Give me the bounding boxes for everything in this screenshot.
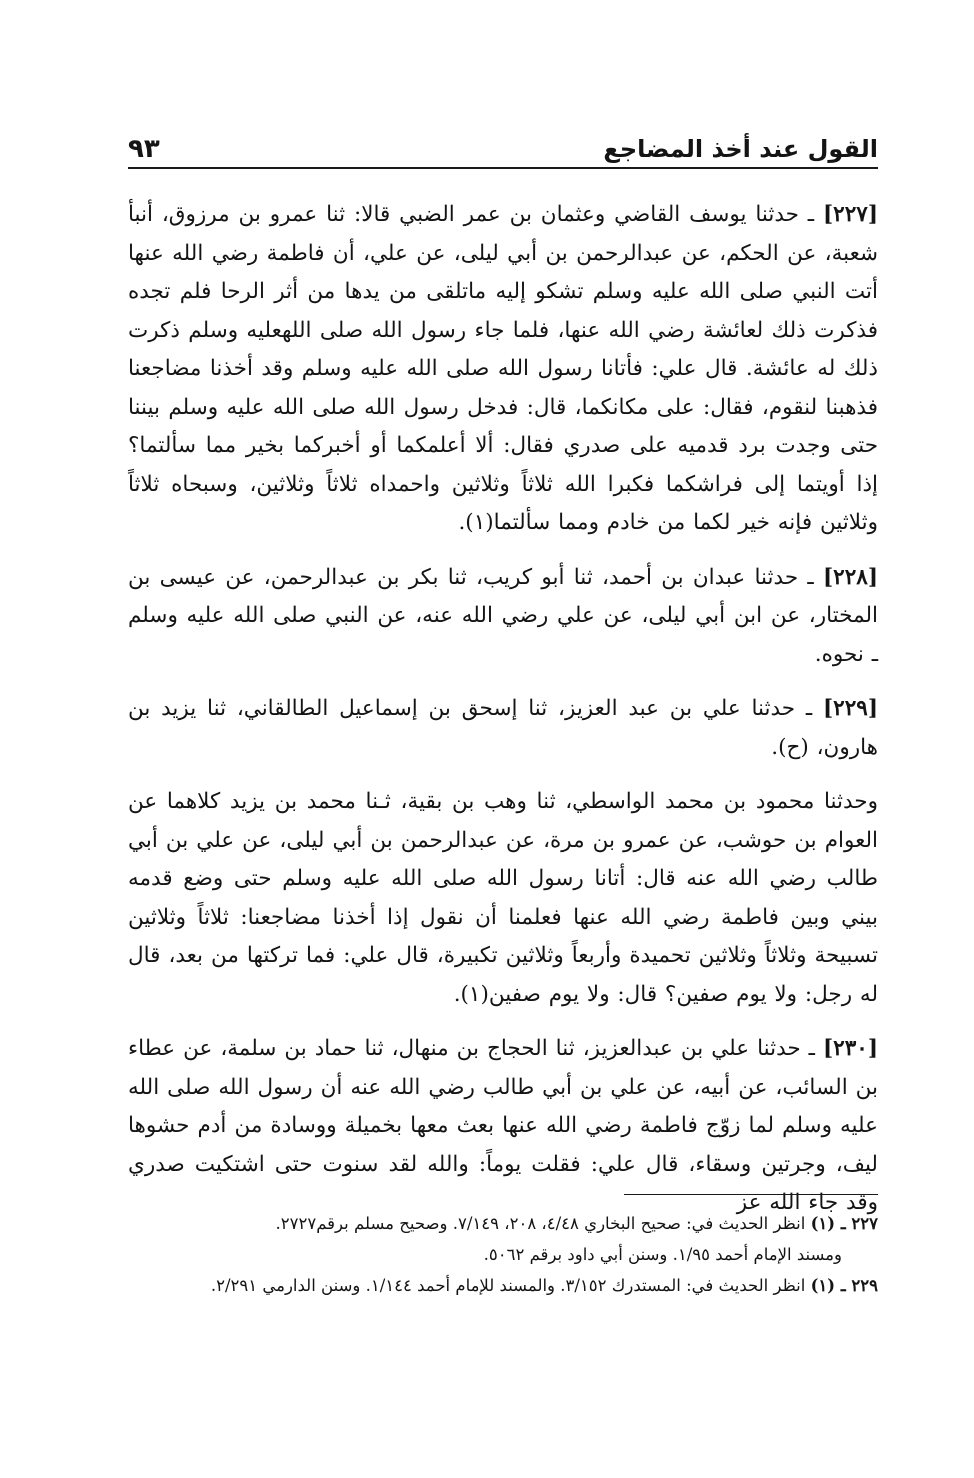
footnote-227-continued: ومسند الإمام أحمد ١/٩٥. وسنن أبي داود برقم ٥٠٦٢.	[483, 1245, 842, 1264]
hadith-paragraph-228	[128, 559, 878, 675]
hadith-paragraph-229	[128, 690, 878, 767]
footnote-number: ٢٢٧ ـ (١)	[810, 1214, 878, 1233]
footnote-text: انظر الحديث في: صحيح البخاري ٤/٤٨، ٢٠٨، ٧/١٤٩. وصحيح مسلم برقم٢٧٢٧.	[275, 1214, 811, 1233]
hadith-text: ـ حدثنا عبدان بن أحمد، ثنا أبو كريب، ثنا بكر بن عبدالرحمن، عن عيسى بن المختار، عن ابن أبي ليلى، عن علي رضي الله عنه، عن النبي صلى الله عليه وسلم ـ نحوه.	[128, 564, 878, 667]
hadith-text: ـ حدثنا يوسف القاضي وعثمان بن عمر الضبي قالا: ثنا عمرو بن مرزوق، أنبأ شعبة، عن الحكم، عن عبدالرحمن بن أبي ليلى، عن علي، أن فاطمة رضي الله عنها أتت النبي صلى الله عليه وسلم تشكو إليه ماتلقى من يدها من أثر الرحا فلم تجده فذكرت ذلك لعائشة رضي الله عنها، فلما جاء رسول الله صلى اللهعليه وسلم ذكرت ذلك له عائشة. قال علي: فأتانا رسول الله صلى الله عليه وسلم وقد أخذنا مضاجعنا فذهبنا لنقوم، فقال: على مكانكما، قال: فدخل رسول الله صلى الله عليه وسلم بيننا حتى وجدت برد قدميه على صدري فقال: ألا أعلمكما أو أخبركما بخير مما سألتما؟ إذا أويتما إلى فراشكما فكبرا الله ثلاثاً وثلاثين واحمداه ثلاثاً وثلاثين، وسبحاه ثلاثاً وثلاثين فإنه خير لكما من خادم ومما سألتما(١).	[128, 202, 878, 535]
hadith-number: [٢٢٧]	[822, 202, 878, 227]
hadith-number: [٢٢٩]	[822, 696, 878, 721]
hadith-number: [٢٢٨]	[822, 564, 878, 590]
header-divider	[128, 167, 878, 169]
footnotes	[128, 1208, 878, 1301]
footnote-divider	[624, 1194, 878, 1195]
page-number: ٩٣	[128, 134, 160, 164]
hadith-text: ـ حدثنا علي بن عبدالعزيز، ثنا الحجاج بن منهال، ثنا حماد بن سلمة، عن عطاء بن السائب، عن أبيه، عن علي بن أبي طالب رضي الله عنه أن رسول الله صلى الله عليه وسلم لما زوّج فاطمة رضي الله عنها بعث معها بخميلة ووسادة من أدم حشوها ليف، وجرتين وسقاء، قال علي: فقلت يوماً: والله لقد سنوت حتى اشتكيت صدري وقد جاء الله عز	[128, 1036, 878, 1215]
footnote-number: ٢٢٩ ـ (١)	[810, 1276, 878, 1295]
hadith-text: ـ حدثنا علي بن عبد العزيز، ثنا إسحق بن إسماعيل الطالقاني، ثنا يزيد بن هارون، (ح).	[128, 696, 878, 760]
footnote-229	[128, 1270, 878, 1301]
page-header	[128, 120, 878, 164]
main-text	[128, 196, 878, 1239]
hadith-paragraph-227	[128, 196, 878, 543]
hadith-paragraph-229-second-chain	[128, 783, 878, 1014]
hadith-text: وحدثنا محمود بن محمد الواسطي، ثنا وهب بن بقية، ثـنا محمد بن يزيد كلاهما عن العوام بن حوشب، عن عمرو بن مرة، عن عبدالرحمن بن أبي ليلى، عن علي بن أبي طالب رضي الله عنه قال: أتانا رسول الله صلى الله عليه وسلم حتى وضع قدمه بيني وبين فاطمة رضي الله عنها فعلمنا أن نقول إذا أخذنا مضاجعنا: ثلاثاً وثلاثين تسبيحة وثلاثاً وثلاثين تحميدة وأربعاً وثلاثين تكبيرة، قال علي: فما تركتها من بعد، قال له رجل: ولا يوم صفين؟ قال: ولا يوم صفين(١).	[128, 789, 878, 1007]
hadith-number: [٢٣٠]	[822, 1036, 878, 1061]
footnote-227	[128, 1208, 878, 1239]
chapter-title: القول عند أخذ المضاجع	[603, 135, 878, 163]
footnote-text: انظر الحديث في: المستدرك ٣/١٥٢. والمسند للإمام أحمد ١/١٤٤. وسنن الدارمي ٢/٢٩١.	[210, 1276, 811, 1295]
